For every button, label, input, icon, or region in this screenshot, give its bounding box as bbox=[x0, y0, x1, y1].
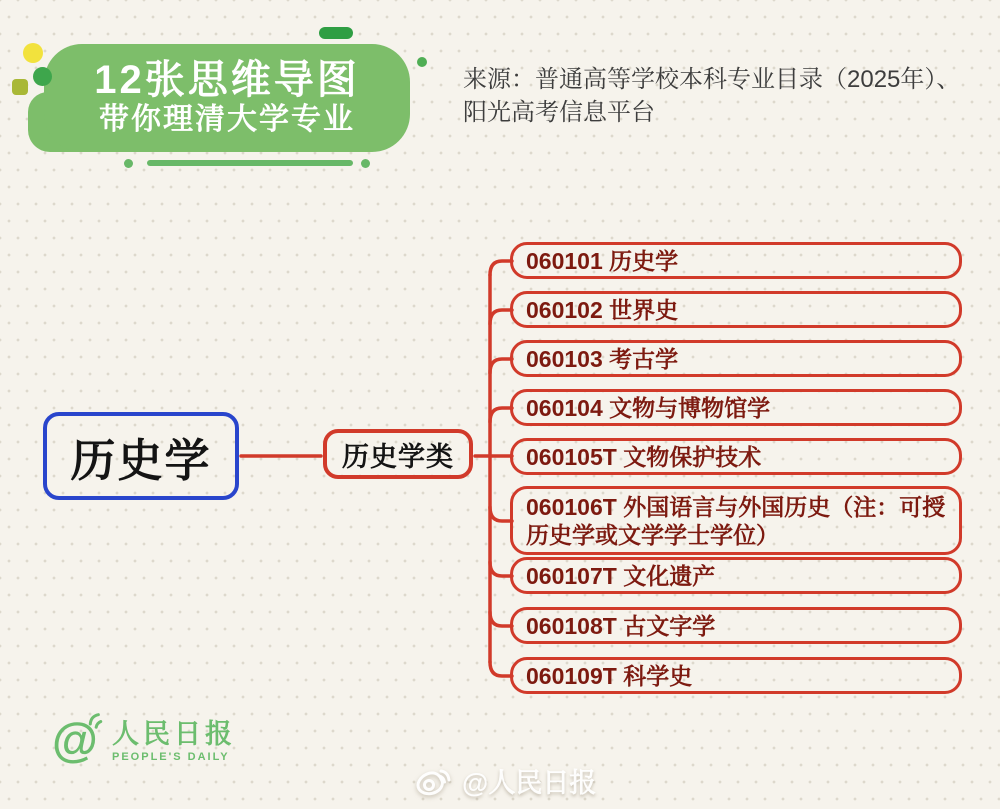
major-node bbox=[510, 291, 962, 328]
connector-line bbox=[490, 310, 512, 324]
olive-square-icon bbox=[12, 79, 28, 95]
header-badge bbox=[44, 44, 410, 152]
peoples-daily-logo bbox=[52, 712, 236, 770]
signal-waves-icon bbox=[86, 710, 106, 730]
major-node-label: 060109T 科学史 bbox=[526, 662, 693, 689]
logo-at-icon: @ bbox=[52, 712, 104, 770]
badge-subtitle: 带你理清大学专业 bbox=[99, 103, 355, 136]
major-node bbox=[510, 657, 962, 694]
category-node-label: 历史学类 bbox=[342, 441, 454, 472]
major-node-label: 060103 考古学 bbox=[526, 345, 679, 372]
root-node-label: 历史学 bbox=[70, 434, 212, 486]
major-node-label: 060107T 文化遗产 bbox=[526, 562, 716, 589]
root-node bbox=[43, 412, 239, 500]
connector-line bbox=[490, 507, 512, 521]
connector-line bbox=[490, 408, 512, 422]
watermark-text: @人民日报 bbox=[462, 768, 597, 798]
weibo-eye-icon bbox=[414, 763, 454, 799]
major-node-label: 060105T 文物保护技术 bbox=[526, 443, 762, 470]
connector-line bbox=[490, 261, 512, 275]
major-node bbox=[510, 557, 962, 594]
major-node-label: 060106T 外国语言与外国历史（注：可授历史学或文学学士学位） bbox=[526, 493, 946, 548]
badge-title: 12张思维导图 bbox=[94, 58, 360, 102]
major-node-label: 060104 文物与博物馆学 bbox=[526, 394, 771, 421]
weibo-watermark bbox=[414, 761, 596, 800]
connector-line bbox=[490, 662, 512, 676]
major-node bbox=[510, 340, 962, 377]
major-node bbox=[510, 389, 962, 426]
connector-line bbox=[490, 612, 512, 626]
major-node-label: 060102 世界史 bbox=[526, 296, 679, 323]
green-dot-icon bbox=[33, 67, 52, 86]
source-line-1: 来源：普通高等学校本科专业目录（2025年）、 bbox=[463, 66, 961, 93]
green-pill-icon bbox=[319, 27, 353, 39]
connector-line bbox=[490, 562, 512, 576]
small-green-dot-icon bbox=[417, 57, 427, 67]
connector-line bbox=[490, 359, 512, 373]
major-node bbox=[510, 486, 962, 555]
major-node bbox=[510, 438, 962, 475]
category-node bbox=[323, 429, 473, 479]
source-line-2: 阳光高考信息平台 bbox=[463, 99, 655, 126]
logo-name-cn: 人民日报 bbox=[112, 719, 236, 749]
major-node-label: 060108T 古文字学 bbox=[526, 612, 716, 639]
logo-text bbox=[112, 719, 236, 763]
yellow-dot-icon bbox=[23, 43, 43, 63]
logo-name-en: PEOPLE'S DAILY bbox=[112, 751, 230, 763]
major-node bbox=[510, 242, 962, 279]
major-node-label: 060101 历史学 bbox=[526, 247, 679, 274]
major-node bbox=[510, 607, 962, 644]
